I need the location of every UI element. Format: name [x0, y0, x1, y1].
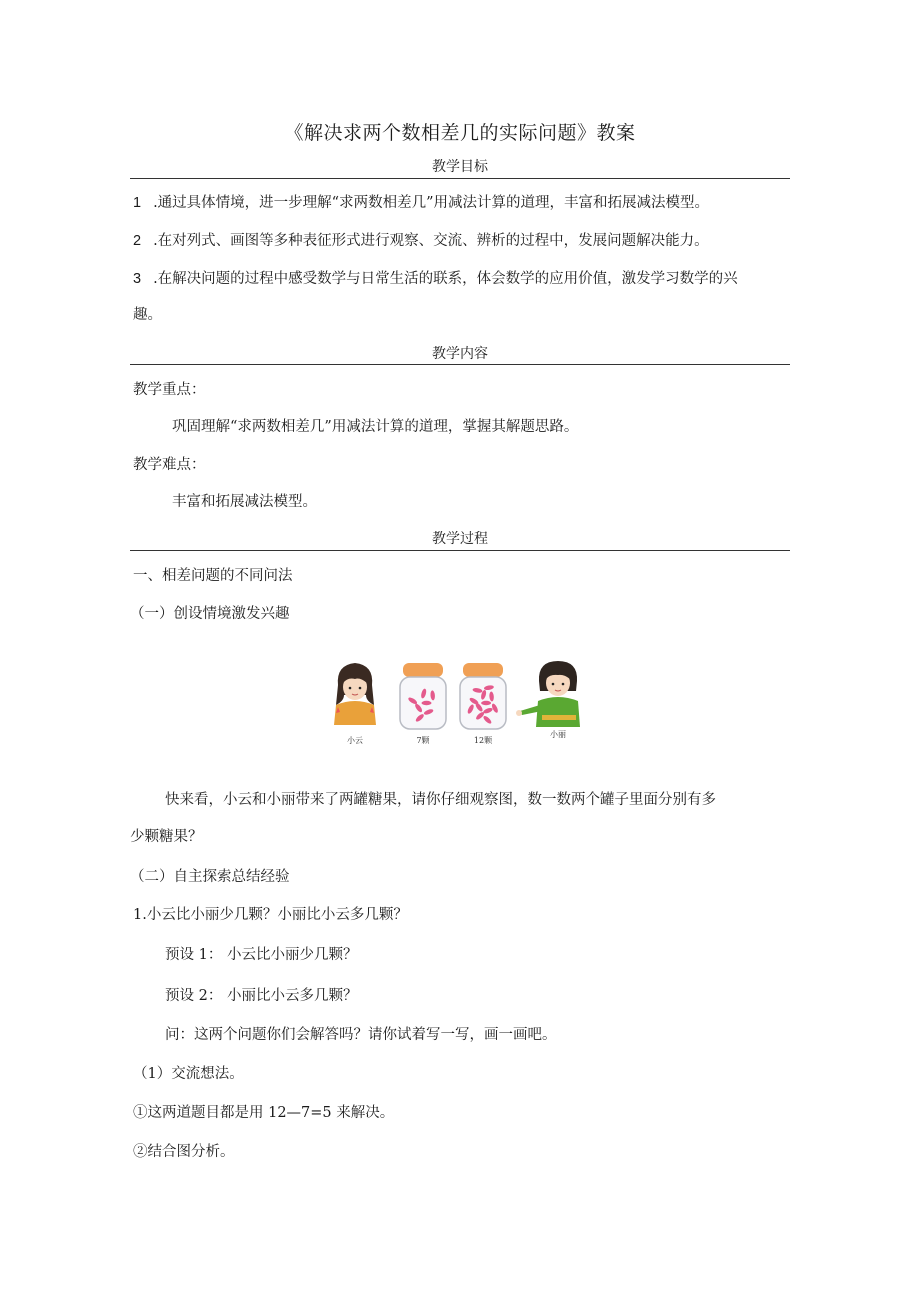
section-heading-process: 教学过程: [432, 531, 488, 547]
goal-text: .在解决问题的过程中感受数学与日常生活的联系，体会数学的应用价值，激发学习数学的兴: [153, 271, 738, 287]
candy-jar-illustration: [330, 655, 590, 755]
preset-1: 预设 1： 小云比小丽少几颗？: [165, 947, 358, 963]
goal-text: .通过具体情境，进一步理解“求两数相差几”用减法计算的道理，丰富和拓展减法模型。: [153, 195, 710, 211]
step-1: （1）交流想法。: [133, 1066, 244, 1082]
goal-3-continued: 趣。: [133, 307, 162, 323]
goal-number: 1: [133, 195, 142, 211]
label-jar-7: 7颗: [416, 736, 430, 745]
goal-number: 3: [133, 271, 142, 287]
goal-3: [133, 269, 738, 289]
section-heading-content: 教学内容: [432, 346, 488, 362]
difficulty-label: 教学难点：: [133, 457, 206, 473]
document-title: 《解决求两个数相差几的实际问题》教案: [284, 122, 636, 144]
section-heading-goals: 教学目标: [432, 159, 488, 175]
goal-number: 2: [133, 233, 142, 249]
sub-heading: （二）自主探索总结经验: [130, 869, 290, 885]
list-item-2: ②结合图分析。: [133, 1144, 235, 1160]
label-jar-12: 12颗: [473, 736, 493, 745]
paragraph-line-2: 少颗糖果？: [130, 829, 203, 845]
divider: [130, 364, 790, 365]
candy-jar-12: [460, 663, 506, 729]
sub-heading: （一）创设情境激发兴趣: [130, 606, 290, 622]
label-xiaoyun: 小云: [347, 736, 363, 745]
goal-2: [133, 231, 709, 251]
key-point-text: 巩固理解“求两数相差几”用减法计算的道理，掌握其解题思路。: [172, 419, 579, 435]
candy-jar-7: [400, 663, 446, 729]
goal-text: .在对列式、画图等多种表征形式进行观察、交流、辨析的过程中，发展问题解决能力。: [153, 233, 709, 249]
question-1: 1.小云比小丽少几颗？小丽比小云多几颗？: [133, 907, 408, 923]
candy: [422, 701, 432, 705]
goal-1: [133, 193, 709, 213]
question-prompt: 问：这两个问题你们会解答吗？请你试着写一写，画一画吧。: [165, 1027, 557, 1043]
difficulty-text: 丰富和拓展减法模型。: [172, 494, 317, 510]
preset-2: 预设 2： 小丽比小云多几颗？: [165, 988, 358, 1004]
label-xiaoli: 小丽: [550, 730, 566, 739]
candy: [481, 701, 491, 705]
list-item-1: ①这两道题目都是用 12—7=5 来解决。: [133, 1105, 395, 1121]
divider: [130, 550, 790, 551]
girl-xiaoli-figure: [516, 661, 580, 727]
paragraph-line-1: 快来看，小云和小丽带来了两罐糖果，请你仔细观察图，数一数两个罐子里面分别有多: [165, 792, 716, 808]
girl-xiaoyun-figure: [334, 663, 376, 725]
divider: [130, 178, 790, 179]
part-heading: 一、相差问题的不同问法: [133, 568, 293, 584]
key-point-label: 教学重点：: [133, 382, 206, 398]
